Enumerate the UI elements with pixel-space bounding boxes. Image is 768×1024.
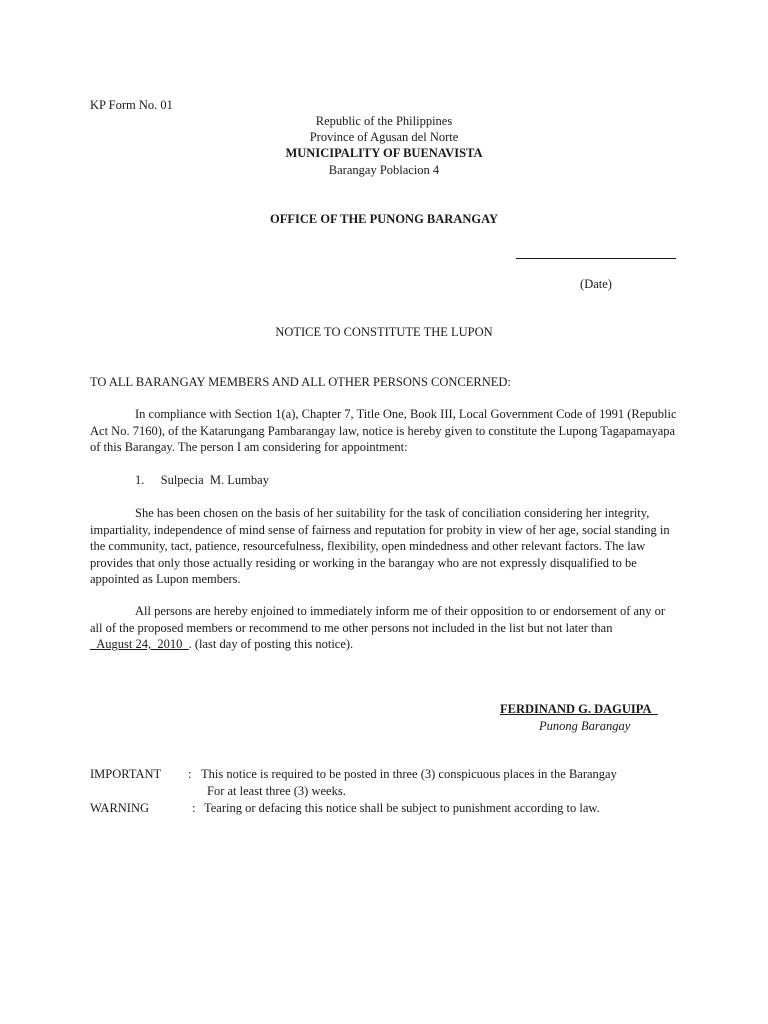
important-separator: :: [188, 767, 192, 781]
appointee-number: 1.: [135, 473, 145, 487]
warning-label: WARNING: [90, 801, 150, 815]
appointee-name: Sulpecia M. Lumbay: [160, 473, 269, 487]
header-barangay: Barangay Poblacion 4: [328, 163, 440, 177]
paragraph-opposition: [90, 603, 680, 653]
addressee: TO ALL BARANGAY MEMBERS AND ALL OTHER PERSONS CONCERNED:: [90, 375, 511, 389]
important-label: IMPORTANT: [90, 767, 162, 781]
signatory-name: FERDINAND G. DAGUIPA_: [500, 702, 658, 716]
form-number: KP Form No. 01: [90, 98, 173, 112]
notice-title: NOTICE TO CONSTITUTE THE LUPON: [275, 325, 493, 339]
warning-text: Tearing or defacing this notice shall be subject to punishment according to law.: [204, 801, 600, 815]
appointee-item: [135, 472, 269, 489]
signatory-title: Punong Barangay: [539, 719, 631, 733]
header-republic: Republic of the Philippines: [315, 114, 453, 128]
paragraph-qualifications: She has been chosen on the basis of her suitability for the task of conciliation considering her integrity, impartiality, independence of mind sense of fairness and reputation for probity in view of her age, social standing in the community, tact, patience, resourcefulness, flexibility, open mindedness and other relevant factors. The law provides that only those actually residing or working in the barangay who are not expressly disqualified to be appointed as Lupon members.: [90, 506, 670, 586]
office-title: OFFICE OF THE PUNONG BARANGAY: [269, 212, 499, 226]
header-municipality: MUNICIPALITY OF BUENAVISTA: [285, 146, 483, 160]
deadline-date: _August 24, 2010_: [90, 637, 189, 651]
important-text-line2: For at least three (3) weeks.: [207, 784, 346, 798]
date-blank-line: [516, 258, 676, 259]
important-text-line1: This notice is required to be posted in three (3) conspicuous places in the Barangay: [201, 767, 617, 781]
date-label: (Date): [580, 277, 612, 291]
paragraph-compliance: In compliance with Section 1(a), Chapter 7, Title One, Book III, Local Government Code of 1991 (Republic Act No. 7160), of the Katarungang Pambarangay law, notice is hereby given to constitute the Lupong Tagapamayapa of this Barangay. The person I am considering for appointment:: [90, 407, 677, 454]
paragraph-opposition-text: All persons are hereby enjoined to immediately inform me of their opposition to or endorsement of any or all of the proposed members or recommend to me other persons not included in the list but not later than: [90, 604, 666, 635]
paragraph-opposition-end: . (last day of posting this notice).: [188, 637, 354, 651]
warning-separator: :: [192, 801, 196, 815]
header-province: Province of Agusan del Norte: [309, 130, 459, 144]
